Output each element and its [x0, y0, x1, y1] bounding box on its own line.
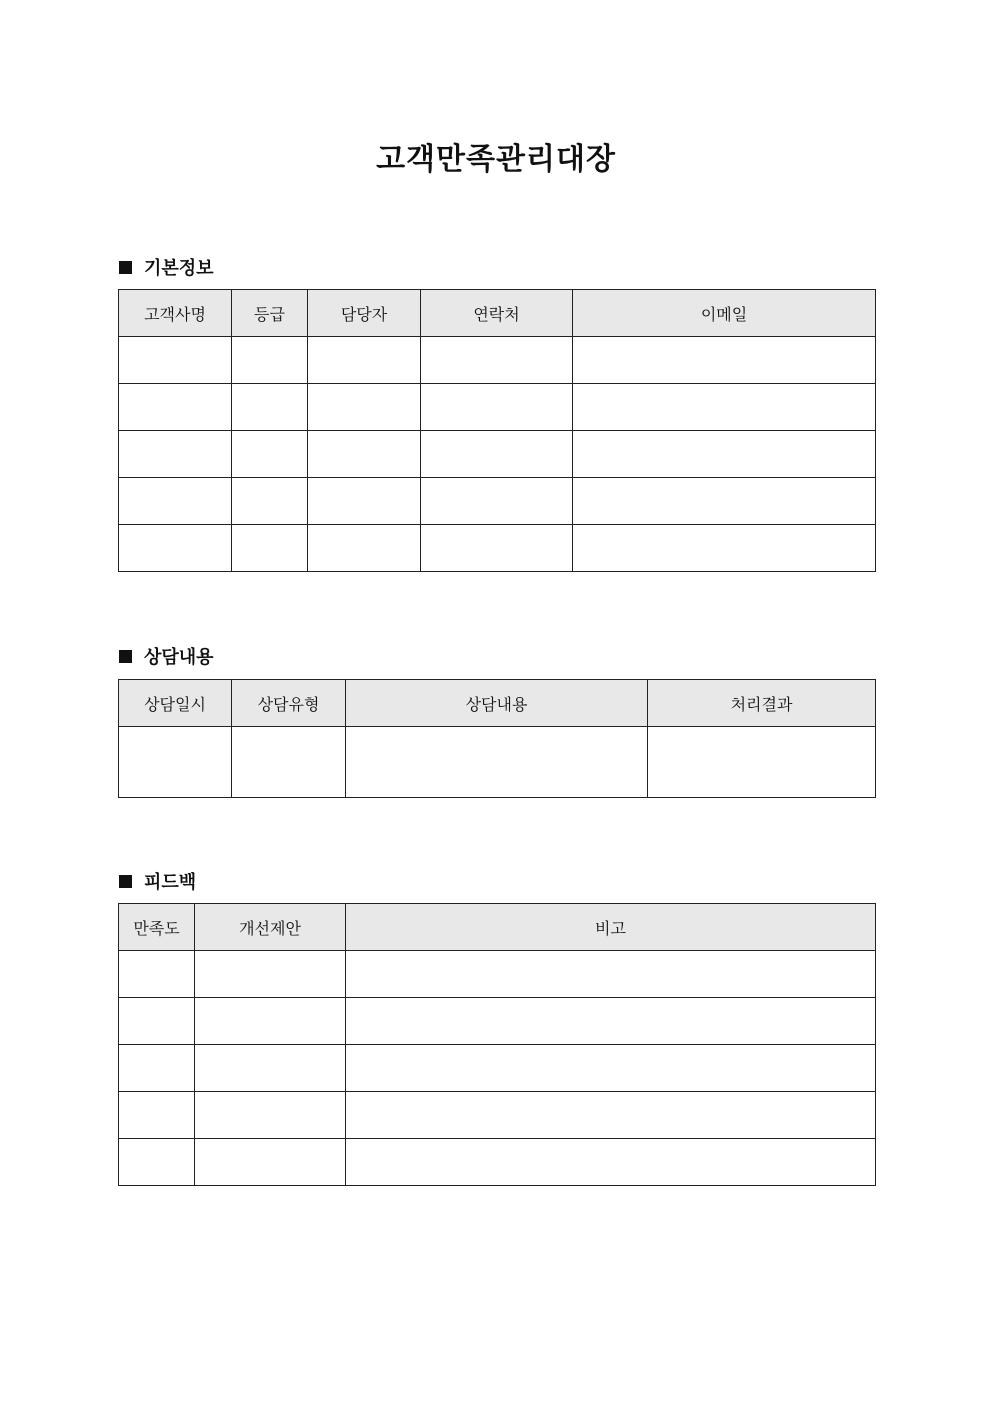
section-title: 피드백	[144, 872, 197, 893]
cell-satisfaction[interactable]	[119, 998, 195, 1045]
cell-satisfaction[interactable]	[119, 1139, 195, 1186]
cell-remarks[interactable]	[346, 951, 876, 998]
table-row	[119, 1092, 876, 1139]
section-heading-feedback	[119, 868, 196, 894]
column-header-contact: 연락처	[421, 290, 573, 337]
cell-satisfaction[interactable]	[119, 951, 195, 998]
header-row	[119, 680, 876, 727]
header-row	[119, 290, 876, 337]
column-header-company: 고객사명	[119, 290, 232, 337]
cell-contact[interactable]	[421, 337, 573, 384]
cell-suggestion[interactable]	[195, 998, 346, 1045]
cell-manager[interactable]	[308, 525, 421, 572]
cell-contact[interactable]	[421, 525, 573, 572]
basic-info-table	[118, 289, 876, 572]
cell-email[interactable]	[573, 525, 876, 572]
cell-satisfaction[interactable]	[119, 1045, 195, 1092]
table-row	[119, 998, 876, 1045]
square-bullet-icon	[119, 261, 132, 274]
cell-manager[interactable]	[308, 337, 421, 384]
cell-contact[interactable]	[421, 478, 573, 525]
cell-company[interactable]	[119, 337, 232, 384]
cell-email[interactable]	[573, 384, 876, 431]
table-row	[119, 337, 876, 384]
cell-company[interactable]	[119, 525, 232, 572]
cell-company[interactable]	[119, 431, 232, 478]
column-header-datetime: 상담일시	[119, 680, 232, 727]
table-row	[119, 1045, 876, 1092]
section-heading-basic-info	[119, 254, 214, 280]
table-row	[119, 1139, 876, 1186]
cell-contact[interactable]	[421, 431, 573, 478]
column-header-satisfaction: 만족도	[119, 904, 195, 951]
cell-manager[interactable]	[308, 384, 421, 431]
column-header-type: 상담유형	[232, 680, 346, 727]
square-bullet-icon	[119, 650, 132, 663]
cell-grade[interactable]	[232, 431, 308, 478]
cell-content[interactable]	[346, 727, 648, 798]
cell-email[interactable]	[573, 478, 876, 525]
cell-satisfaction[interactable]	[119, 1092, 195, 1139]
cell-remarks[interactable]	[346, 1139, 876, 1186]
column-header-manager: 담당자	[308, 290, 421, 337]
cell-email[interactable]	[573, 337, 876, 384]
cell-contact[interactable]	[421, 384, 573, 431]
cell-grade[interactable]	[232, 478, 308, 525]
cell-company[interactable]	[119, 384, 232, 431]
cell-manager[interactable]	[308, 431, 421, 478]
table-row	[119, 478, 876, 525]
column-header-grade: 등급	[232, 290, 308, 337]
section-heading-consultation	[119, 643, 214, 669]
square-bullet-icon	[119, 875, 132, 888]
table-row	[119, 525, 876, 572]
cell-email[interactable]	[573, 431, 876, 478]
table-row	[119, 431, 876, 478]
cell-datetime[interactable]	[119, 727, 232, 798]
cell-type[interactable]	[232, 727, 346, 798]
cell-grade[interactable]	[232, 337, 308, 384]
table-row	[119, 727, 876, 798]
section-title: 기본정보	[144, 258, 214, 279]
column-header-content: 상담내용	[346, 680, 648, 727]
cell-suggestion[interactable]	[195, 1045, 346, 1092]
column-header-result: 처리결과	[648, 680, 876, 727]
feedback-table	[118, 903, 876, 1186]
cell-suggestion[interactable]	[195, 1092, 346, 1139]
cell-company[interactable]	[119, 478, 232, 525]
consultation-table	[118, 679, 876, 798]
column-header-remarks: 비고	[346, 904, 876, 951]
cell-result[interactable]	[648, 727, 876, 798]
page-title: 고객만족관리대장	[376, 142, 616, 177]
section-title: 상담내용	[144, 647, 214, 668]
table-row	[119, 951, 876, 998]
cell-suggestion[interactable]	[195, 1139, 346, 1186]
column-header-email: 이메일	[573, 290, 876, 337]
cell-remarks[interactable]	[346, 998, 876, 1045]
cell-suggestion[interactable]	[195, 951, 346, 998]
cell-remarks[interactable]	[346, 1045, 876, 1092]
cell-grade[interactable]	[232, 384, 308, 431]
cell-remarks[interactable]	[346, 1092, 876, 1139]
cell-manager[interactable]	[308, 478, 421, 525]
table-row	[119, 384, 876, 431]
cell-grade[interactable]	[232, 525, 308, 572]
header-row	[119, 904, 876, 951]
column-header-suggestion: 개선제안	[195, 904, 346, 951]
